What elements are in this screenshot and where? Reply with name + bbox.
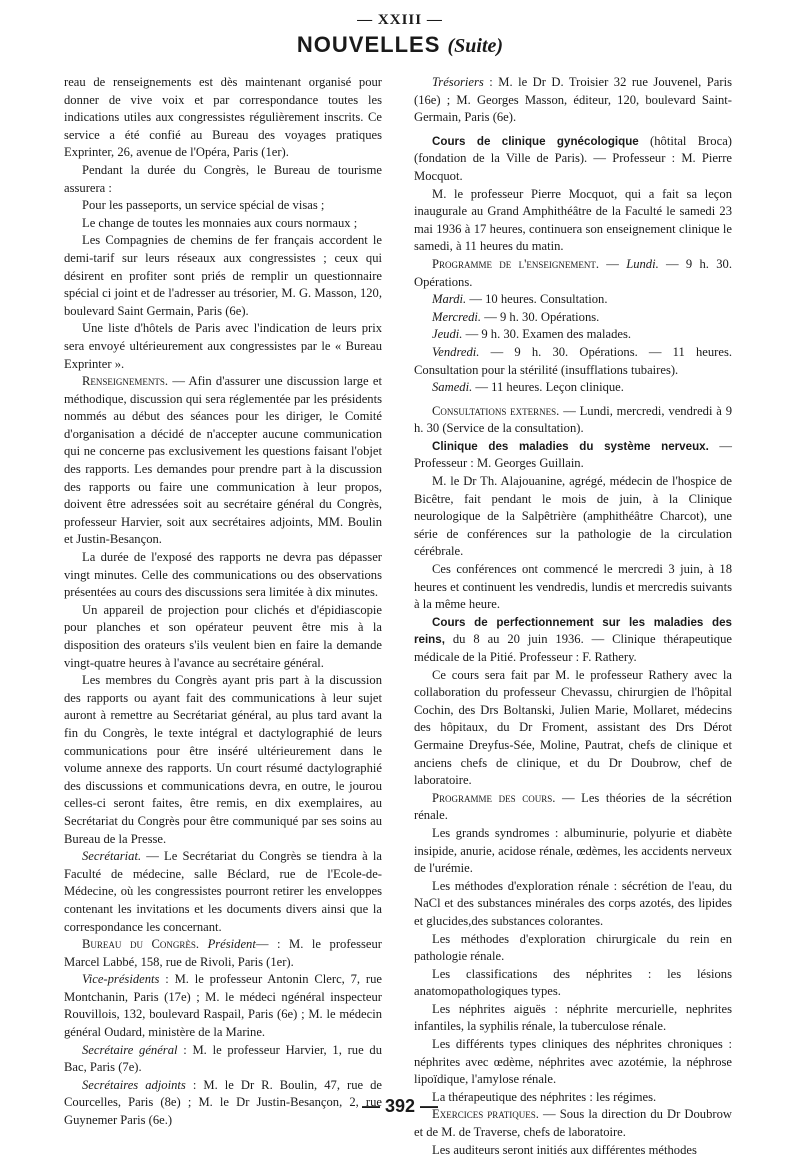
- paragraph-consultations: Consultations externes. — Lundi, mercredi, vendredi à 9 h. 30 (Service de la consultation).: [414, 403, 733, 436]
- paragraph: reau de renseignements est dès maintenant organisé pour donner de vive voix et par correspondance toutes les indications utiles aux congressistes régulièrement inscrits. Ce service a été confié au Bureau des voyages pratiques Exprinter, 26, avenue de l'Opéra, Paris (1er).: [64, 75, 382, 160]
- schedule-mardi: Mardi. — 10 heures. Consultation.: [432, 292, 608, 307]
- heading-nerveux: Clinique des maladies du système nerveux. — Professeur : M. Georges Guillain.: [414, 438, 732, 471]
- label-secretaire-general: Secrétaire général: [82, 1042, 178, 1057]
- paragraph-secretaire-general: Secrétaire général : M. le professeur Harvier, 1, rue du Bac, Paris (7e).: [64, 1042, 383, 1075]
- label-vice-presidents: Vice-présidents: [82, 972, 160, 987]
- heading-reins-title: Cours de perfectionnement sur les maladies des reins,: [414, 615, 732, 647]
- list-item: Les grands syndromes : albuminurie, polyurie et diabète insipide, anurie, acidose rénale, œdèmes, les accidents nerveux de l'urémie.: [414, 825, 732, 876]
- paragraph: Le change de toutes les monnaies aux cours normaux ;: [82, 215, 358, 230]
- paragraph-secretariat: Secrétariat. — Le Secrétariat du Congrès se tiendra à la Faculté de médecine, salle Béclard, rue de l'Ecole-de-Médecine, où les congressistes pourront retirer les enveloppes contenant les invitations et les documents divers ainsi que la correspondance les concernant.: [64, 849, 382, 934]
- paragraph-bureau: Bureau du Congrès. Président— : M. le professeur Marcel Labbé, 158, rue de Rivoli, Paris (1er).: [64, 937, 382, 969]
- paragraph: Les membres du Congrès ayant pris part à la discussion des rapports ou ayant fait des communications à leur sujet auront à remettre au Secrétariat général, au plus tard avant la fin du Congrès, le texte intégral et dactylographié de leurs communications pour être inséré ultérieurement dans le volume annexe des rapports. Un court résumé dactylographié des discussions et communications devra, en outre, le jourou celles-ci seront faites, être remis, en dix exemplaires, au Secrétariat du Congrès pour être communiqué par ses soins au Bureau de la Presse.: [64, 673, 382, 846]
- paragraph: Pour les passeports, un service spécial de visas ;: [82, 198, 325, 213]
- section-title: [0, 32, 800, 59]
- label-president: Président: [207, 937, 256, 952]
- paragraph: Les Compagnies de chemins de fer français accordent le demi-tarif sur leurs réseaux aux congressistes ; ceux qui désirent en profiter sont priés de remplir un questionnaire spécial ci joint et de l'adresser au trésorier, M. G. Masson, 120, boulevard Saint Germain, Paris (6e).: [64, 233, 382, 318]
- paragraph-tresoriers: Trésoriers : M. le Dr D. Troisier 32 rue Jouvenel, Paris (16e) ; M. Georges Masson, éditeur, 120, boulevard Saint-Germain, Paris (6e).: [414, 75, 732, 125]
- list-item: Les méthodes d'exploration rénale : sécrétion de l'eau, du NaCl et des substances minérales des corps azotés, des lipides et glucides,des substances colorantes.: [414, 878, 732, 928]
- section-title-text: NOUVELLES: [296, 32, 441, 57]
- folio-roman: — XXIII —: [357, 12, 443, 28]
- paragraph: M. le Dr Th. Alajouanine, agrégé, médecin de l'hospice de Bicêtre, fait pendant le mois de juin, à la Clinique neurologique de la Salpêtrière (amphithéâtre Charcot), une série de conférences sur la pathologie de la circulation cérébrale.: [414, 474, 732, 559]
- heading-reins: Cours de perfectionnement sur les maladies des reins, du 8 au 20 juin 1936. — Clinique thérapeutique médicale de la Pitié. Professeur : F. Rathery.: [414, 615, 732, 664]
- list-item: Les méthodes d'exploration chirurgicale du rein en pathologie rénale.: [414, 931, 732, 964]
- schedule-vendredi: Vendredi. — 9 h. 30. Opérations. — 11 heures. Consultation pour la stérilité (insufflations tubaires).: [414, 344, 732, 377]
- left-column: [64, 74, 382, 1130]
- label-tresoriers: Trésoriers: [432, 75, 484, 89]
- paragraph: Les auditeurs seront initiés aux différentes méthodes: [432, 1142, 697, 1157]
- label-secretariat: Secrétariat.: [82, 849, 142, 864]
- label-renseignements: Renseignements.: [82, 374, 169, 389]
- paragraph: La durée de l'exposé des rapports ne devra pas dépasser vingt minutes. Celle des communications ou des observations présentées au cours des discussions sera limitée à dix minutes.: [64, 550, 382, 600]
- paragraph: Une liste d'hôtels de Paris avec l'indication de leurs prix sera envoyé ultérieurement aux congressistes par le « Bureau Exprinter ».: [64, 321, 382, 371]
- paragraph: M. le professeur Pierre Mocquot, qui a fait sa leçon inaugurale au Grand Amphithéâtre de la Faculté le samedi 23 mai 1936 à 17 heures, continuera son enseignement clinique le samedi, à 11 heures du matin.: [414, 186, 732, 254]
- schedule-jeudi: Jeudi. — 9 h. 30. Examen des malades.: [432, 327, 632, 342]
- paragraph: Pendant la durée du Congrès, le Bureau de tourisme assurera :: [64, 162, 382, 195]
- section-title-suite: (Suite): [447, 35, 504, 57]
- label-bureau: Bureau du Congrès.: [82, 937, 200, 952]
- list-item: Les néphrites aiguës : néphrite mercurielle, nephrites infantiles, la syphilis rénale, la tuberculose rénale.: [414, 1001, 732, 1034]
- paragraph-secretaires-adjoints: Secrétaires adjoints : M. le Dr R. Boulin, 47, rue de Courcelles, Paris (8e) ; M. le Dr Justin-Besançon, 2, rue Guynemer Paris (6e.): [64, 1077, 382, 1128]
- paragraph-programme-cours: Programme des cours. — Les théories de la sécrétion rénale.: [414, 790, 732, 823]
- list-item: La thérapeutique des néphrites : les régimes.: [432, 1089, 657, 1104]
- schedule-samedi: Samedi. — 11 heures. Leçon clinique.: [432, 380, 624, 395]
- list-item: Les différents types cliniques des néphrites chroniques : néphrites avec œdème, néphrites avec azotémie, la néphrose lipoïdique, l'amylose rénale.: [414, 1037, 732, 1087]
- paragraph-renseignements: Renseignements. — Afin d'assurer une discussion large et méthodique, discussion qui sera réglementée par les présidents nommés au début des séances pour les diriger, le Comité d'organisation a décidé de n'accepter aucune communication qui ne concerne pas exclusivement les questions faisant l'objet des rapports. Les demandes pour prendre part à la discussion des rapports ou faire une communication à leur propos, doivent être adressées soit au secrétaire général du Congrès, professeur Harvier, soit aux secrétaires adjoints, MM. Boulin et Justin-Besançon.: [64, 374, 382, 547]
- heading-gyneco: Cours de clinique gynécologique (hôtital Broca) (fondation de la Ville de Paris). — Professeur : M. Pierre Mocquot.: [414, 133, 732, 183]
- paragraph: Un appareil de projection pour clichés et d'épidiascopie pour planches et son opérateur peuvent être mis à la disposition des orateurs s'ils veulent bien en faire la demande vingt-quatre heures à l'avance au secrétaire général.: [64, 602, 382, 670]
- right-column: [414, 74, 732, 1159]
- page-number: — 392 —: [361, 1096, 439, 1116]
- paragraph-exercices: Exercices pratiques. — Sous la direction du Dr Doubrow et de M. de Traverse, chefs de laboratoire.: [414, 1107, 732, 1140]
- list-item: Les classifications des néphrites : les lésions anatomopathologiques types.: [414, 966, 732, 999]
- paragraph: Ce cours sera fait par M. le professeur Rathery avec la collaboration du professeur Chevassu, chirurgien de l'hôpital Cochin, des Drs Boltanski, Julien Marie, Mollaret, médecins des hôpitaux, du Dr Froment, assistant des Drs Dérot Germaine Dreyfus-Sée, Moline, Pautrat, chefs de clinique et anciens chefs de clinique, et du Dr Doubrow, chef de laboratoire.: [414, 667, 732, 788]
- paragraph: Ces conférences ont commencé le mercredi 3 juin, à 18 heures et continuent les vendredis, lundis et mercredis suivants à la même heure.: [414, 562, 732, 612]
- label-secretaires-adjoints: Secrétaires adjoints: [82, 1077, 186, 1092]
- paragraph-vice-presidents: Vice-présidents : M. le professeur Antonin Clerc, 7, rue Montchanin, Paris (17e) ; M. le médeci ngénéral inspecteur Rouvillois, 132, boulevard Raspail, Paris (6e) ; M. le médecin général Oudard, ministère de la Marine.: [64, 972, 382, 1040]
- schedule-mercredi: Mercredi. — 9 h. 30. Opérations.: [432, 309, 600, 324]
- page-header: [0, 10, 800, 59]
- paragraph-programme: Programme de l'enseignement. — Lundi. — 9 h. 30. Opérations.: [414, 256, 732, 289]
- heading-gyneco-title: Cours de clinique gynécologique: [432, 134, 639, 148]
- heading-nerveux-title: Clinique des maladies du système nerveux.: [432, 439, 709, 453]
